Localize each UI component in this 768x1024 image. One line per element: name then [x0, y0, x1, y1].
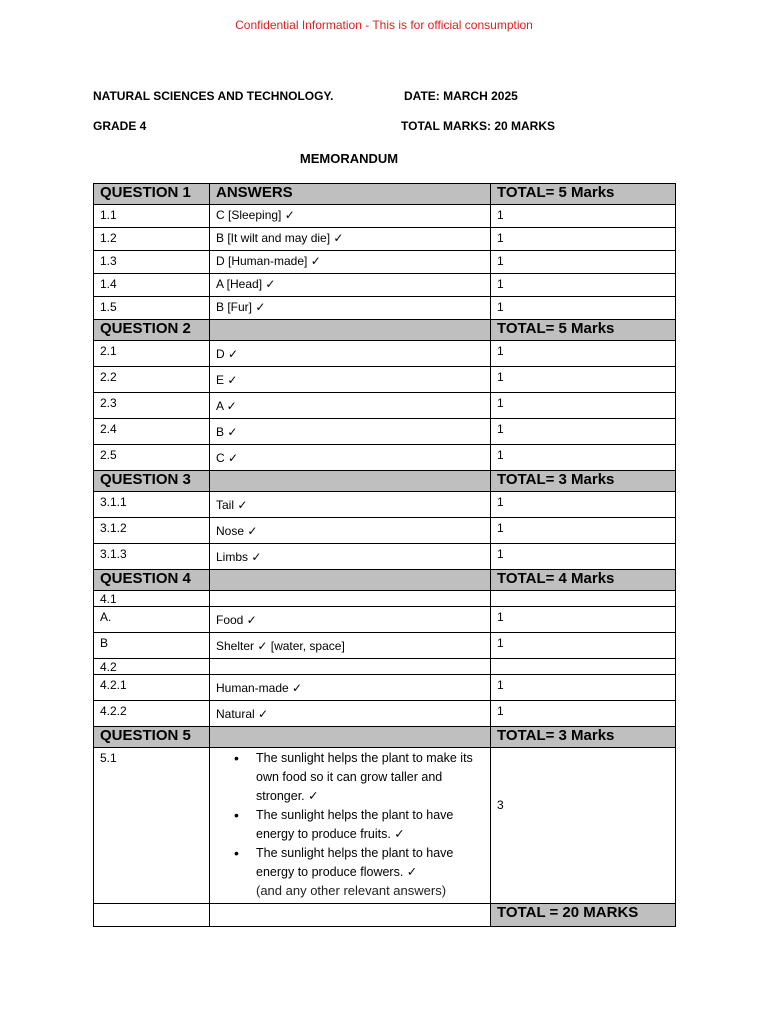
mark: 1: [491, 297, 676, 320]
table-row: [94, 675, 676, 701]
grade-label: GRADE 4: [93, 119, 147, 133]
mark: 3: [491, 748, 676, 904]
answer: D ✓: [210, 341, 491, 367]
table-row: [94, 748, 676, 904]
table-row: [94, 367, 676, 393]
question-number: 1.3: [94, 251, 210, 274]
empty-cell: [210, 320, 491, 341]
question-total: TOTAL= 4 Marks: [491, 570, 676, 591]
question-total: TOTAL= 5 Marks: [491, 184, 676, 205]
question-total: TOTAL= 3 Marks: [491, 727, 676, 748]
table-row: [94, 419, 676, 445]
answer: B [Fur] ✓: [210, 297, 491, 320]
question-5-header: [94, 727, 676, 748]
question-number: 1.5: [94, 297, 210, 320]
mark: 1: [491, 274, 676, 297]
table-row: [94, 607, 676, 633]
empty-cell: [210, 570, 491, 591]
answer: Tail ✓: [210, 492, 491, 518]
answer: D [Human-made] ✓: [210, 251, 491, 274]
table-row: [94, 701, 676, 727]
question-number: 3.1.1: [94, 492, 210, 518]
other-answers-note: (and any other relevant answers): [256, 883, 447, 898]
question-number: 4.1: [94, 591, 210, 607]
answer: B ✓: [210, 419, 491, 445]
answer: C ✓: [210, 445, 491, 471]
question-4-header: [94, 570, 676, 591]
memorandum-title: MEMORANDUM: [299, 151, 399, 166]
exam-date: DATE: MARCH 2025: [404, 89, 518, 103]
answer-bullet-list: [210, 749, 490, 882]
memorandum-table: [93, 183, 676, 927]
table-row: [94, 633, 676, 659]
question-number: 4.2.1: [94, 675, 210, 701]
question-label: QUESTION 3: [94, 471, 210, 492]
question-label: QUESTION 2: [94, 320, 210, 341]
answer: B [It wilt and may die] ✓: [210, 228, 491, 251]
mark: 1: [491, 393, 676, 419]
mark: 1: [491, 518, 676, 544]
question-2-header: [94, 320, 676, 341]
answer: Limbs ✓: [210, 544, 491, 570]
question-label: QUESTION 1: [94, 184, 210, 205]
answer: Human-made ✓: [210, 675, 491, 701]
grand-total-row: [94, 904, 676, 927]
table-row: [94, 274, 676, 297]
answer: C [Sleeping] ✓: [210, 205, 491, 228]
answer: Shelter ✓ [water, space]: [210, 633, 491, 659]
table-row: [94, 228, 676, 251]
question-total: TOTAL= 5 Marks: [491, 320, 676, 341]
mark: 1: [491, 251, 676, 274]
question-number: 5.1: [94, 748, 210, 904]
confidential-banner: Confidential Information - This is for official consumption: [235, 18, 533, 32]
question-label: QUESTION 5: [94, 727, 210, 748]
question-3-header: [94, 471, 676, 492]
answers-header: ANSWERS: [210, 184, 491, 205]
table-row: [94, 591, 676, 607]
empty-cell: [94, 904, 210, 927]
mark: 1: [491, 544, 676, 570]
mark: 1: [491, 228, 676, 251]
empty-cell: [210, 904, 491, 927]
mark: [491, 591, 676, 607]
table-row: [94, 251, 676, 274]
table-row: [94, 492, 676, 518]
question-number: 2.4: [94, 419, 210, 445]
question-number: 3.1.3: [94, 544, 210, 570]
question-number: 3.1.2: [94, 518, 210, 544]
mark: 1: [491, 633, 676, 659]
question-number: B: [94, 633, 210, 659]
question-number: 2.1: [94, 341, 210, 367]
question-number: A.: [94, 607, 210, 633]
mark: 1: [491, 341, 676, 367]
mark: 1: [491, 367, 676, 393]
mark: 1: [491, 607, 676, 633]
mark: 1: [491, 205, 676, 228]
answer: Food ✓: [210, 607, 491, 633]
question-total: TOTAL= 3 Marks: [491, 471, 676, 492]
list-item: • The sunlight helps the plant to have energy to produce fruits. ✓: [256, 806, 490, 844]
table-row: [94, 659, 676, 675]
mark: 1: [491, 675, 676, 701]
grand-total: TOTAL = 20 MARKS: [491, 904, 676, 927]
question-number: 1.4: [94, 274, 210, 297]
subject-title: NATURAL SCIENCES AND TECHNOLOGY.: [93, 89, 334, 103]
question-number: 1.1: [94, 205, 210, 228]
empty-cell: [210, 471, 491, 492]
answer: [210, 659, 491, 675]
list-item: • The sunlight helps the plant to make its own food so it can grow taller and stronger. ✓: [256, 749, 490, 806]
table-row: [94, 341, 676, 367]
question-number: 2.2: [94, 367, 210, 393]
mark: 1: [491, 701, 676, 727]
empty-cell: [210, 727, 491, 748]
table-row: [94, 518, 676, 544]
table-row: [94, 297, 676, 320]
answer: A [Head] ✓: [210, 274, 491, 297]
total-marks-label: TOTAL MARKS: 20 MARKS: [401, 119, 556, 133]
mark: 1: [491, 419, 676, 445]
table-row: [94, 445, 676, 471]
mark: 1: [491, 492, 676, 518]
table-row: [94, 205, 676, 228]
question-number: 2.5: [94, 445, 210, 471]
table-row: [94, 393, 676, 419]
table-row: [94, 544, 676, 570]
question-number: 4.2: [94, 659, 210, 675]
question-number: 1.2: [94, 228, 210, 251]
answer: Nose ✓: [210, 518, 491, 544]
answer: A ✓: [210, 393, 491, 419]
question-number: 4.2.2: [94, 701, 210, 727]
question-number: 2.3: [94, 393, 210, 419]
answer: Natural ✓: [210, 701, 491, 727]
answer-bullets-cell: [210, 748, 491, 904]
question-1-header: [94, 184, 676, 205]
mark: 1: [491, 445, 676, 471]
answer: E ✓: [210, 367, 491, 393]
question-label: QUESTION 4: [94, 570, 210, 591]
list-item: • The sunlight helps the plant to have energy to produce flowers. ✓: [256, 844, 490, 882]
answer: [210, 591, 491, 607]
mark: [491, 659, 676, 675]
